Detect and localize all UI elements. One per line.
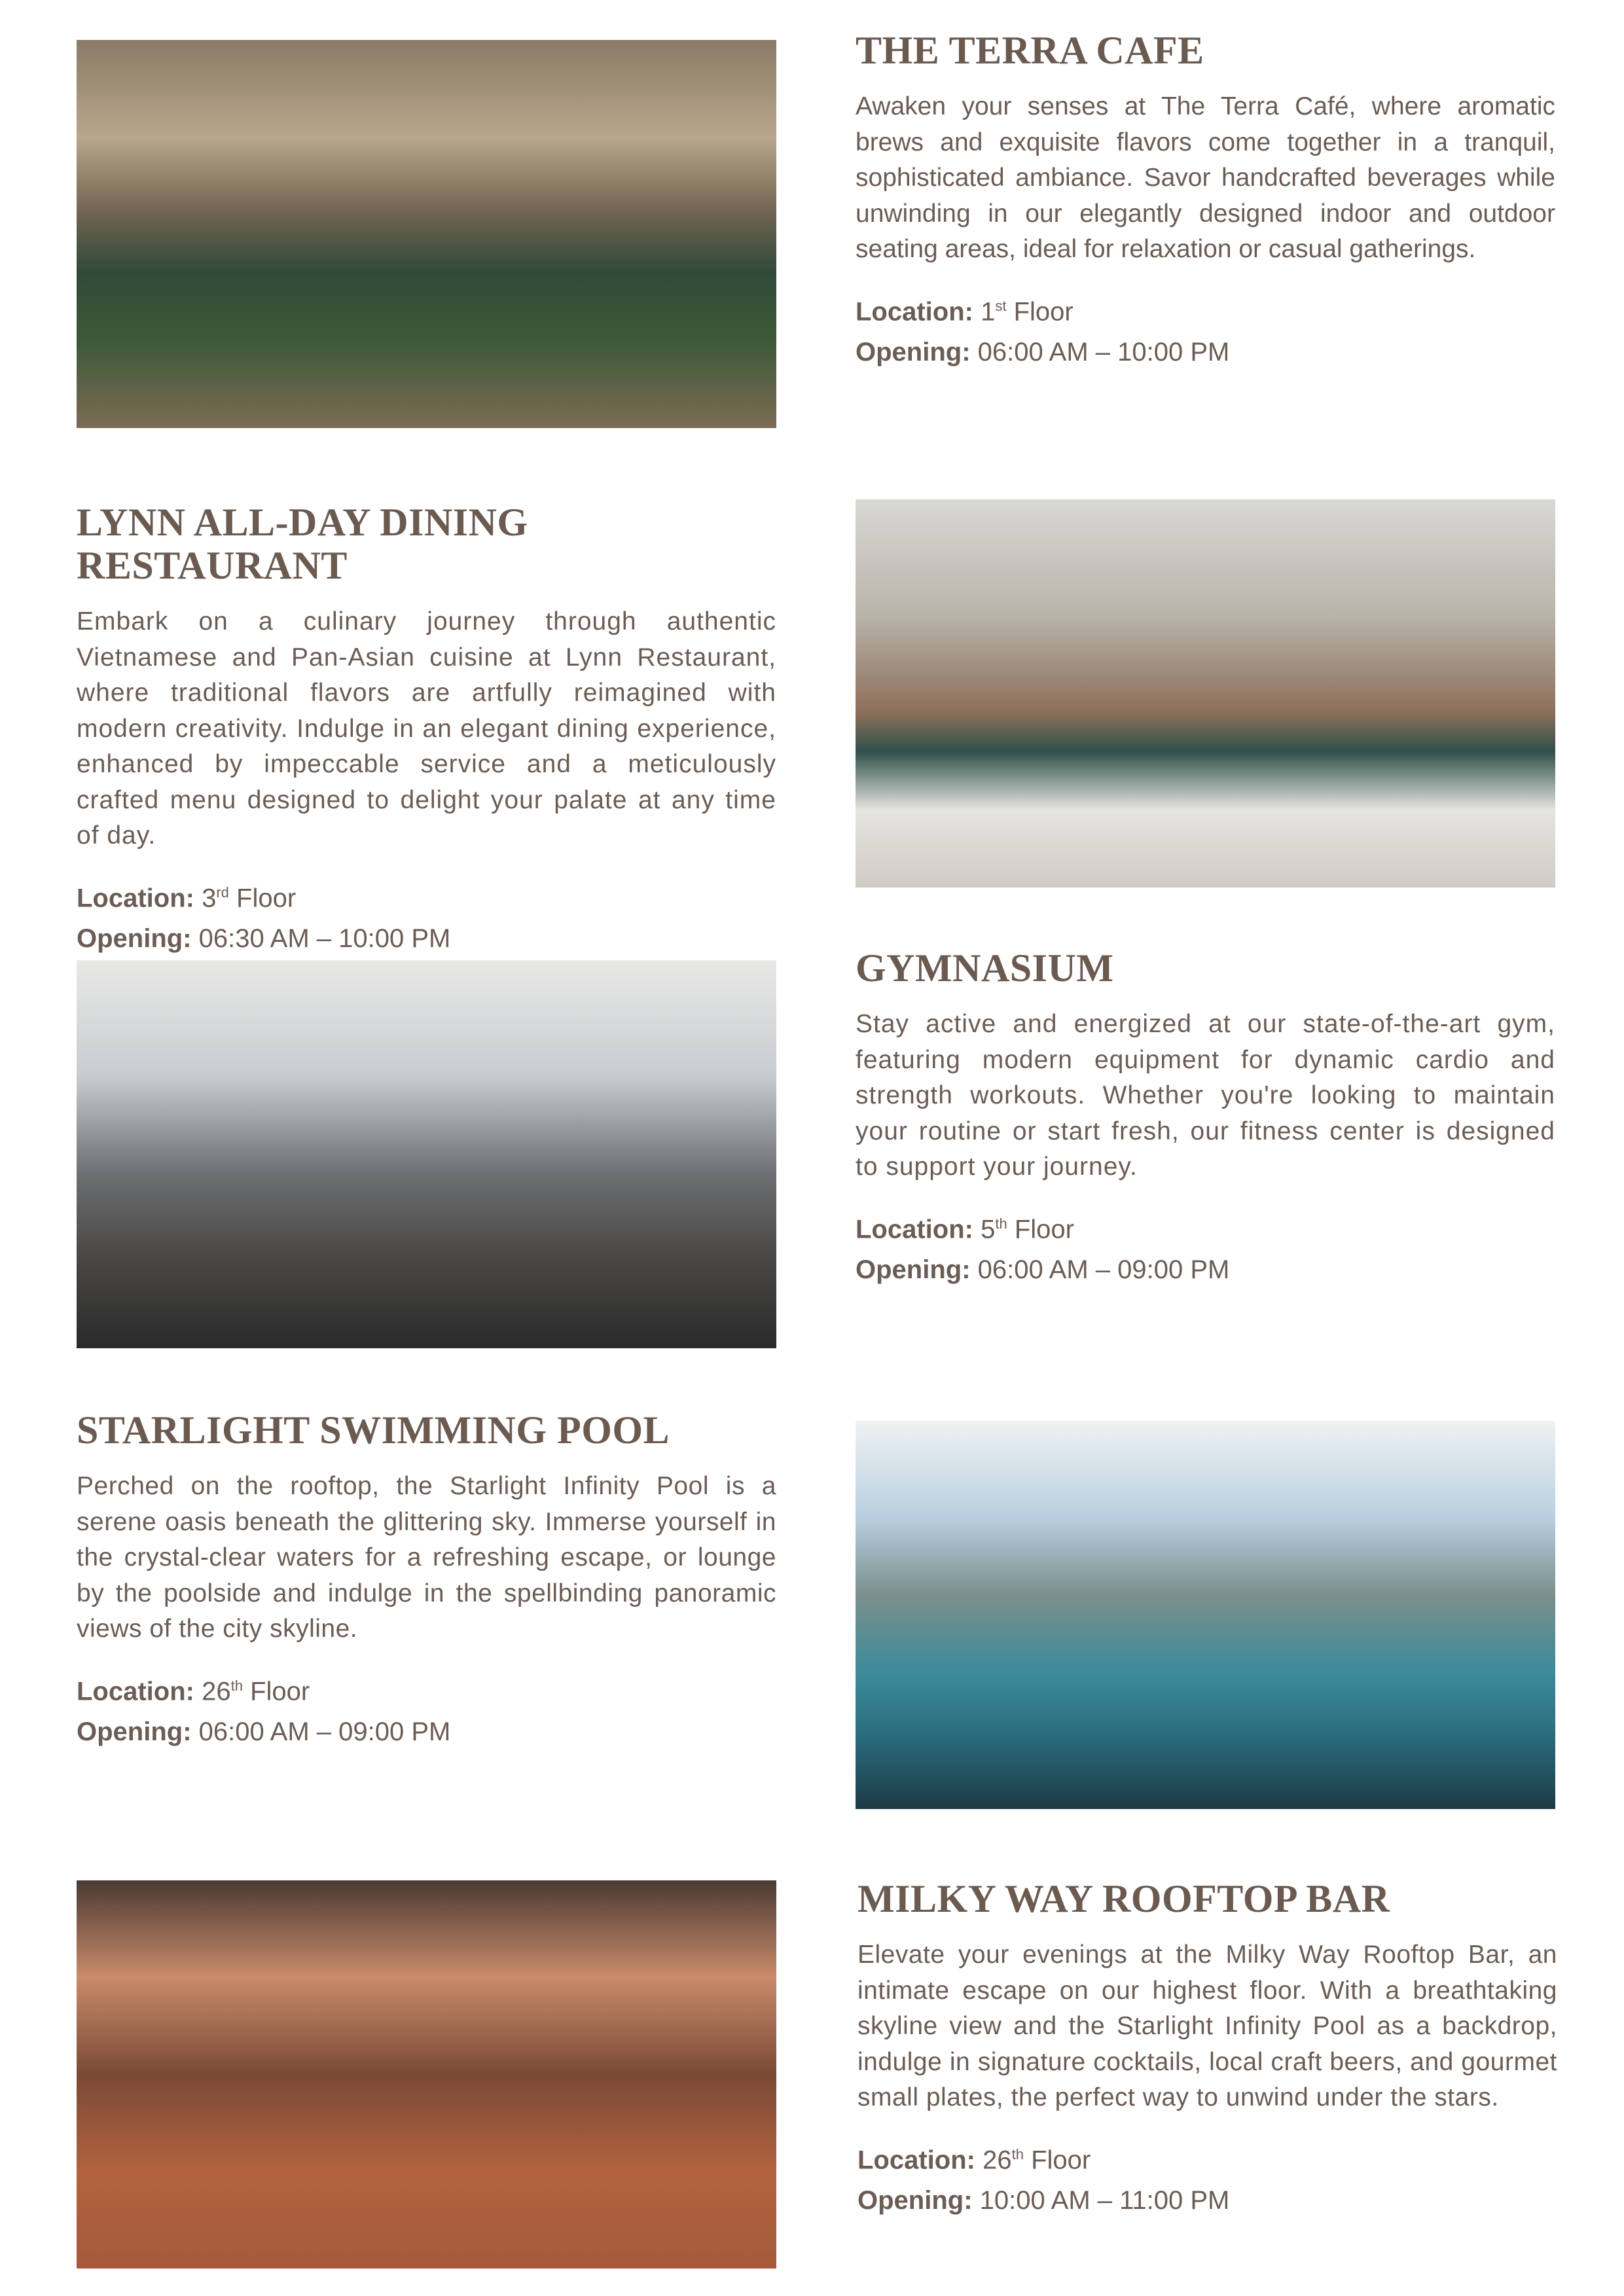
opening-line xyxy=(77,1712,776,1752)
terra-cafe-photo xyxy=(77,40,776,428)
floor-suffix: th xyxy=(995,1215,1007,1232)
restaurant-photo xyxy=(856,499,1555,888)
opening-hours: 06:00 AM – 09:00 PM xyxy=(977,1255,1230,1284)
section-gymnasium xyxy=(856,946,1555,1290)
section-rooftop-bar xyxy=(857,1877,1557,2221)
floor-suffix: th xyxy=(230,1677,243,1694)
section-description: Stay active and energized at our state-of-the-art gym, featuring modern equipment for dynamic cardio and strength workouts. Whether you're looking to maintain your routine or start fresh, our fitness center is designed to support your journey. xyxy=(856,1010,1555,1181)
opening-label: Opening: xyxy=(77,924,192,953)
location-line xyxy=(77,872,776,918)
floor-word: Floor xyxy=(1031,2145,1091,2174)
location-label: Location: xyxy=(856,296,973,326)
opening-hours: 06:30 AM – 10:00 PM xyxy=(198,924,451,953)
location-line xyxy=(856,1204,1555,1249)
opening-line xyxy=(856,332,1555,372)
floor-word: Floor xyxy=(236,883,297,912)
opening-label: Opening: xyxy=(856,337,971,367)
location-floor: 3 xyxy=(202,883,217,912)
floor-suffix: th xyxy=(1011,2145,1024,2162)
location-floor: 5 xyxy=(981,1214,996,1244)
opening-label: Opening: xyxy=(77,1717,192,1746)
opening-line xyxy=(857,2180,1557,2221)
location-floor: 1 xyxy=(981,296,996,326)
section-description: Perched on the rooftop, the Starlight Infinity Pool is a serene oasis beneath the glittering sky. Immerse yourself in the crystal-clear waters for a refreshing escape, or lounge by the poolside and indulge in the spellbinding panoramic views of the city skyline. xyxy=(77,1472,776,1643)
section-title: STARLIGHT SWIMMING POOL xyxy=(77,1408,670,1452)
opening-hours: 06:00 AM – 10:00 PM xyxy=(977,337,1230,367)
section-title: THE TERRA CAFE xyxy=(856,29,1204,72)
section-title: GYMNASIUM xyxy=(856,946,1114,990)
section-title: MILKY WAY ROOFTOP BAR xyxy=(857,1877,1390,1920)
section-description: Awaken your senses at The Terra Café, where aromatic brews and exquisite flavors come together in a tranquil, sophisticated ambiance. Savor handcrafted beverages while unwinding in our elegantly designed indoor and outdoor seating areas, ideal for relaxation or casual gatherings. xyxy=(856,92,1555,263)
section-terra-cafe xyxy=(856,29,1555,372)
location-label: Location: xyxy=(77,1676,194,1706)
location-label: Location: xyxy=(857,2145,975,2174)
location-line xyxy=(856,286,1555,332)
location-floor: 26 xyxy=(202,1676,231,1706)
floor-suffix: rd xyxy=(216,884,229,901)
floor-word: Floor xyxy=(250,1676,310,1706)
opening-line xyxy=(77,918,776,959)
section-swimming-pool xyxy=(77,1408,776,1752)
floor-word: Floor xyxy=(1014,1214,1074,1244)
opening-label: Opening: xyxy=(857,2185,973,2215)
location-label: Location: xyxy=(856,1214,973,1244)
opening-line xyxy=(856,1249,1555,1290)
opening-hours: 10:00 AM – 11:00 PM xyxy=(979,2185,1230,2215)
opening-hours: 06:00 AM – 09:00 PM xyxy=(198,1717,451,1746)
section-title: LYNN ALL-DAY DINING RESTAURANT xyxy=(77,501,528,587)
floor-suffix: st xyxy=(995,297,1007,314)
rooftop-bar-photo xyxy=(77,1880,776,2269)
floor-word: Floor xyxy=(1013,296,1074,326)
location-line xyxy=(77,1666,776,1712)
location-label: Location: xyxy=(77,883,194,912)
section-description: Embark on a culinary journey through authentic Vietnamese and Pan-Asian cuisine at Lynn Restaurant, where traditional flavors are artfully reimagined with modern creativity. Indulge in an elegant dining experience, enhanced by impeccable service and a meticulously crafted menu designed to delight your palate at any time of day. xyxy=(77,607,776,850)
section-description: Elevate your evenings at the Milky Way Rooftop Bar, an intimate escape on our highest floor. With a breathtaking skyline view and the Starlight Infinity Pool as a backdrop, indulge in signature cocktails, local craft beers, and gourmet small plates, the perfect way to unwind under the stars. xyxy=(857,1941,1557,2111)
section-lynn-restaurant xyxy=(77,501,776,959)
location-line xyxy=(857,2134,1557,2180)
location-floor: 26 xyxy=(983,2145,1012,2174)
gym-photo xyxy=(77,960,776,1348)
opening-label: Opening: xyxy=(856,1255,971,1284)
pool-photo xyxy=(856,1421,1555,1809)
